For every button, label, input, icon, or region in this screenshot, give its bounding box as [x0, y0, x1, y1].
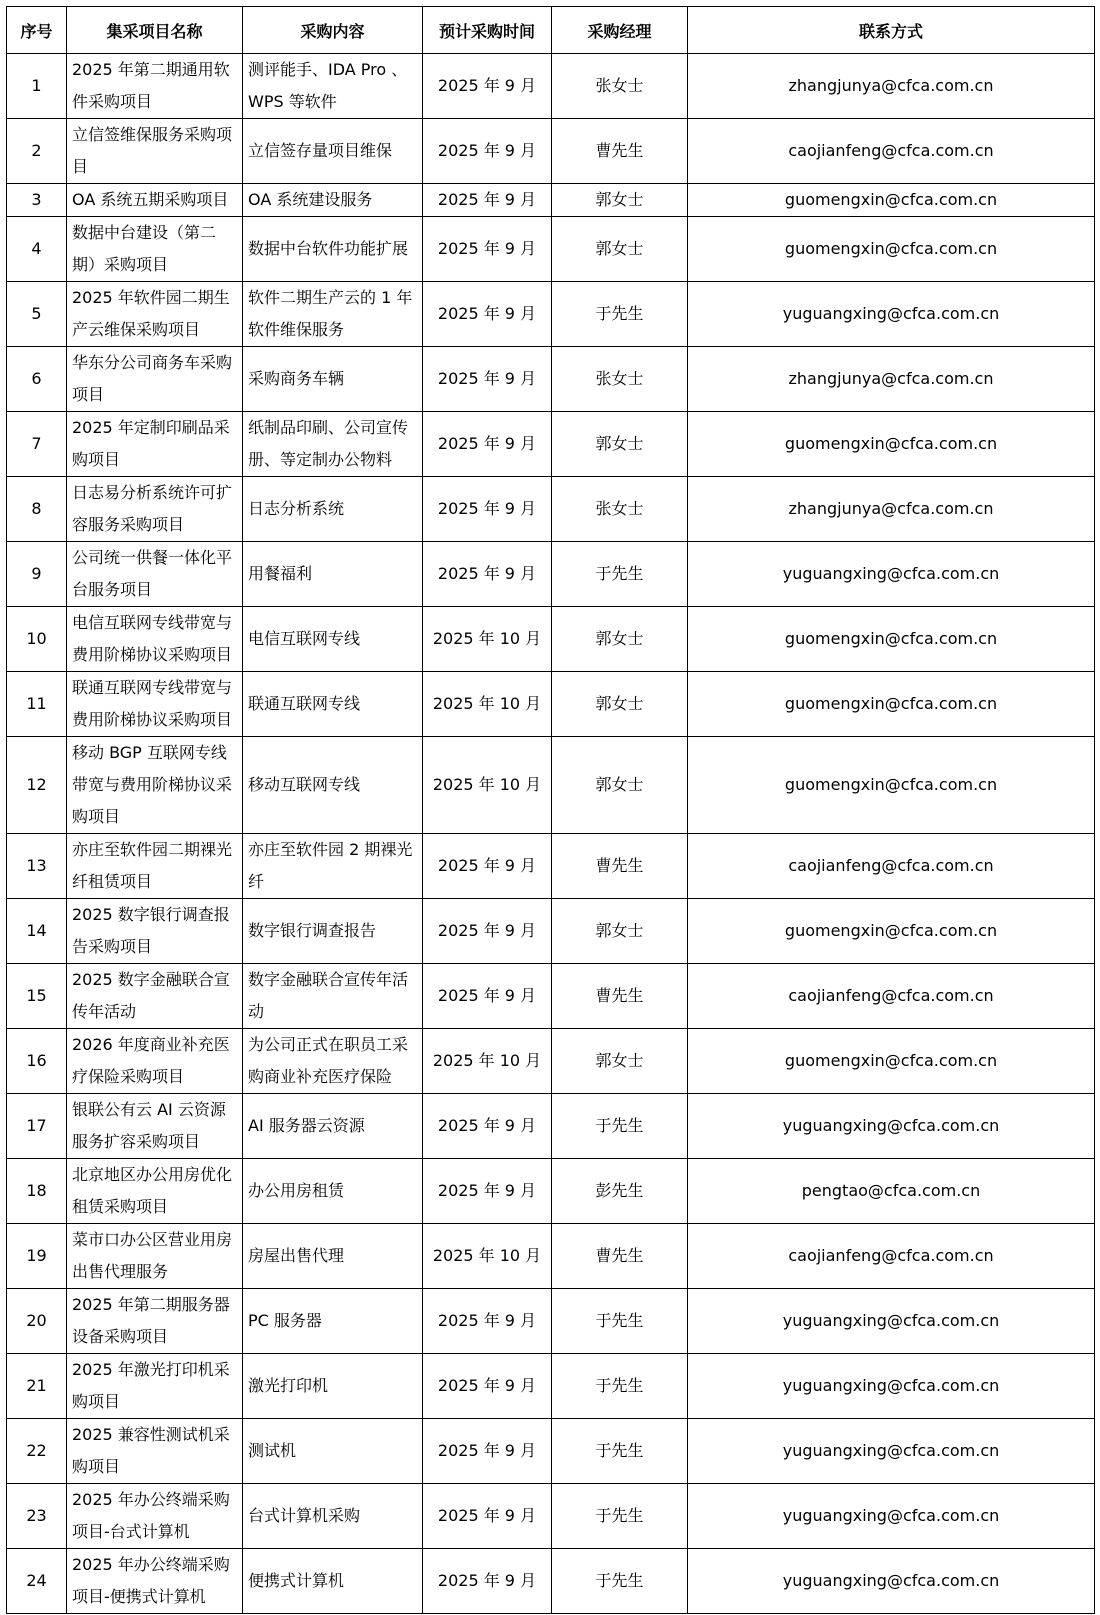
manager-cell: 郭女士	[552, 184, 688, 217]
header-project-name: 集采项目名称	[67, 7, 243, 54]
procurement-table-container	[6, 6, 1094, 1614]
procurement-time-cell: 2025 年 9 月	[423, 54, 552, 119]
row-number: 12	[7, 737, 67, 834]
table-row	[7, 1419, 1095, 1484]
row-number: 19	[7, 1224, 67, 1289]
procurement-time-cell: 2025 年 9 月	[423, 282, 552, 347]
contact-email-cell: yuguangxing@cfca.com.cn	[688, 1419, 1095, 1484]
procurement-time-cell: 2025 年 9 月	[423, 412, 552, 477]
contact-email-cell: pengtao@cfca.com.cn	[688, 1159, 1095, 1224]
contact-email-cell: caojianfeng@cfca.com.cn	[688, 834, 1095, 899]
manager-cell: 于先生	[552, 1289, 688, 1354]
table-row	[7, 1354, 1095, 1419]
procurement-content-cell: OA 系统建设服务	[243, 184, 423, 217]
procurement-content-cell: 移动互联网专线	[243, 737, 423, 834]
project-name-cell: 2025 数字银行调查报告采购项目	[67, 899, 243, 964]
manager-cell: 郭女士	[552, 1029, 688, 1094]
row-number: 3	[7, 184, 67, 217]
procurement-content-cell: 办公用房租赁	[243, 1159, 423, 1224]
contact-email-cell: guomengxin@cfca.com.cn	[688, 672, 1095, 737]
procurement-content-cell: 房屋出售代理	[243, 1224, 423, 1289]
row-number: 9	[7, 542, 67, 607]
manager-cell: 曹先生	[552, 119, 688, 184]
procurement-time-cell: 2025 年 10 月	[423, 737, 552, 834]
procurement-content-cell: 纸制品印刷、公司宣传册、等定制办公物料	[243, 412, 423, 477]
contact-email-cell: guomengxin@cfca.com.cn	[688, 1029, 1095, 1094]
contact-email-cell: yuguangxing@cfca.com.cn	[688, 1484, 1095, 1549]
contact-email-cell: yuguangxing@cfca.com.cn	[688, 282, 1095, 347]
manager-cell: 于先生	[552, 1419, 688, 1484]
procurement-time-cell: 2025 年 9 月	[423, 1549, 552, 1614]
manager-cell: 郭女士	[552, 672, 688, 737]
procurement-content-cell: 联通互联网专线	[243, 672, 423, 737]
manager-cell: 于先生	[552, 1354, 688, 1419]
contact-email-cell: zhangjunya@cfca.com.cn	[688, 347, 1095, 412]
header-time: 预计采购时间	[423, 7, 552, 54]
row-number: 8	[7, 477, 67, 542]
manager-cell: 郭女士	[552, 217, 688, 282]
project-name-cell: 2025 年激光打印机采购项目	[67, 1354, 243, 1419]
contact-email-cell: caojianfeng@cfca.com.cn	[688, 1224, 1095, 1289]
row-number: 7	[7, 412, 67, 477]
procurement-time-cell: 2025 年 9 月	[423, 217, 552, 282]
contact-email-cell: yuguangxing@cfca.com.cn	[688, 1289, 1095, 1354]
table-row	[7, 412, 1095, 477]
contact-email-cell: yuguangxing@cfca.com.cn	[688, 542, 1095, 607]
procurement-time-cell: 2025 年 9 月	[423, 184, 552, 217]
row-number: 5	[7, 282, 67, 347]
contact-email-cell: caojianfeng@cfca.com.cn	[688, 119, 1095, 184]
contact-email-cell: yuguangxing@cfca.com.cn	[688, 1549, 1095, 1614]
procurement-time-cell: 2025 年 10 月	[423, 607, 552, 672]
manager-cell: 于先生	[552, 282, 688, 347]
project-name-cell: 电信互联网专线带宽与费用阶梯协议采购项目	[67, 607, 243, 672]
row-number: 16	[7, 1029, 67, 1094]
project-name-cell: 日志易分析系统许可扩容服务采购项目	[67, 477, 243, 542]
procurement-time-cell: 2025 年 9 月	[423, 834, 552, 899]
manager-cell: 于先生	[552, 1094, 688, 1159]
procurement-time-cell: 2025 年 9 月	[423, 477, 552, 542]
table-row	[7, 1159, 1095, 1224]
project-name-cell: 菜市口办公区营业用房出售代理服务	[67, 1224, 243, 1289]
procurement-content-cell: 亦庄至软件园 2 期裸光纤	[243, 834, 423, 899]
table-row	[7, 119, 1095, 184]
contact-email-cell: guomengxin@cfca.com.cn	[688, 412, 1095, 477]
row-number: 4	[7, 217, 67, 282]
procurement-time-cell: 2025 年 10 月	[423, 1224, 552, 1289]
manager-cell: 曹先生	[552, 834, 688, 899]
row-number: 14	[7, 899, 67, 964]
contact-email-cell: guomengxin@cfca.com.cn	[688, 607, 1095, 672]
manager-cell: 郭女士	[552, 412, 688, 477]
procurement-content-cell: 数字银行调查报告	[243, 899, 423, 964]
manager-cell: 于先生	[552, 1484, 688, 1549]
contact-email-cell: yuguangxing@cfca.com.cn	[688, 1094, 1095, 1159]
manager-cell: 张女士	[552, 477, 688, 542]
project-name-cell: OA 系统五期采购项目	[67, 184, 243, 217]
procurement-time-cell: 2025 年 9 月	[423, 347, 552, 412]
row-number: 24	[7, 1549, 67, 1614]
table-row	[7, 607, 1095, 672]
project-name-cell: 2026 年度商业补充医疗保险采购项目	[67, 1029, 243, 1094]
procurement-content-cell: 软件二期生产云的 1 年软件维保服务	[243, 282, 423, 347]
project-name-cell: 公司统一供餐一体化平台服务项目	[67, 542, 243, 607]
header-manager: 采购经理	[552, 7, 688, 54]
procurement-content-cell: 便携式计算机	[243, 1549, 423, 1614]
row-number: 10	[7, 607, 67, 672]
table-row	[7, 1224, 1095, 1289]
row-number: 23	[7, 1484, 67, 1549]
row-number: 1	[7, 54, 67, 119]
procurement-time-cell: 2025 年 10 月	[423, 1029, 552, 1094]
project-name-cell: 2025 年定制印刷品采购项目	[67, 412, 243, 477]
manager-cell: 于先生	[552, 1549, 688, 1614]
manager-cell: 曹先生	[552, 1224, 688, 1289]
project-name-cell: 联通互联网专线带宽与费用阶梯协议采购项目	[67, 672, 243, 737]
project-name-cell: 立信签维保服务采购项目	[67, 119, 243, 184]
procurement-time-cell: 2025 年 9 月	[423, 1419, 552, 1484]
project-name-cell: 2025 数字金融联合宣传年活动	[67, 964, 243, 1029]
procurement-time-cell: 2025 年 9 月	[423, 964, 552, 1029]
row-number: 17	[7, 1094, 67, 1159]
table-row	[7, 217, 1095, 282]
row-number: 6	[7, 347, 67, 412]
procurement-time-cell: 2025 年 9 月	[423, 542, 552, 607]
contact-email-cell: yuguangxing@cfca.com.cn	[688, 1354, 1095, 1419]
procurement-content-cell: PC 服务器	[243, 1289, 423, 1354]
contact-email-cell: caojianfeng@cfca.com.cn	[688, 964, 1095, 1029]
manager-cell: 曹先生	[552, 964, 688, 1029]
project-name-cell: 银联公有云 AI 云资源服务扩容采购项目	[67, 1094, 243, 1159]
project-name-cell: 2025 年办公终端采购项目-台式计算机	[67, 1484, 243, 1549]
row-number: 11	[7, 672, 67, 737]
manager-cell: 张女士	[552, 54, 688, 119]
procurement-content-cell: 数字金融联合宣传年活动	[243, 964, 423, 1029]
row-number: 20	[7, 1289, 67, 1354]
row-number: 13	[7, 834, 67, 899]
procurement-content-cell: 电信互联网专线	[243, 607, 423, 672]
header-content: 采购内容	[243, 7, 423, 54]
project-name-cell: 华东分公司商务车采购项目	[67, 347, 243, 412]
procurement-content-cell: 测试机	[243, 1419, 423, 1484]
procurement-content-cell: 激光打印机	[243, 1354, 423, 1419]
procurement-time-cell: 2025 年 9 月	[423, 1289, 552, 1354]
project-name-cell: 移动 BGP 互联网专线带宽与费用阶梯协议采购项目	[67, 737, 243, 834]
procurement-content-cell: 台式计算机采购	[243, 1484, 423, 1549]
row-number: 2	[7, 119, 67, 184]
procurement-time-cell: 2025 年 9 月	[423, 119, 552, 184]
manager-cell: 郭女士	[552, 607, 688, 672]
table-body	[7, 54, 1095, 1614]
procurement-content-cell: 立信签存量项目维保	[243, 119, 423, 184]
project-name-cell: 数据中台建设（第二期）采购项目	[67, 217, 243, 282]
manager-cell: 张女士	[552, 347, 688, 412]
table-row	[7, 282, 1095, 347]
procurement-content-cell: AI 服务器云资源	[243, 1094, 423, 1159]
procurement-time-cell: 2025 年 9 月	[423, 899, 552, 964]
contact-email-cell: zhangjunya@cfca.com.cn	[688, 54, 1095, 119]
table-row	[7, 1289, 1095, 1354]
row-number: 21	[7, 1354, 67, 1419]
row-number: 18	[7, 1159, 67, 1224]
procurement-time-cell: 2025 年 9 月	[423, 1484, 552, 1549]
procurement-time-cell: 2025 年 10 月	[423, 672, 552, 737]
header-contact: 联系方式	[688, 7, 1095, 54]
header-no: 序号	[7, 7, 67, 54]
table-row	[7, 1549, 1095, 1614]
project-name-cell: 2025 年办公终端采购项目-便携式计算机	[67, 1549, 243, 1614]
table-row	[7, 964, 1095, 1029]
table-row	[7, 737, 1095, 834]
manager-cell: 彭先生	[552, 1159, 688, 1224]
procurement-time-cell: 2025 年 9 月	[423, 1094, 552, 1159]
procurement-time-cell: 2025 年 9 月	[423, 1159, 552, 1224]
table-row	[7, 347, 1095, 412]
table-row	[7, 899, 1095, 964]
procurement-time-cell: 2025 年 9 月	[423, 1354, 552, 1419]
project-name-cell: 2025 兼容性测试机采购项目	[67, 1419, 243, 1484]
contact-email-cell: guomengxin@cfca.com.cn	[688, 184, 1095, 217]
table-row	[7, 672, 1095, 737]
project-name-cell: 亦庄至软件园二期裸光纤租赁项目	[67, 834, 243, 899]
table-row	[7, 477, 1095, 542]
row-number: 15	[7, 964, 67, 1029]
contact-email-cell: guomengxin@cfca.com.cn	[688, 899, 1095, 964]
table-row	[7, 54, 1095, 119]
table-row	[7, 1094, 1095, 1159]
project-name-cell: 2025 年第二期服务器设备采购项目	[67, 1289, 243, 1354]
table-row	[7, 542, 1095, 607]
project-name-cell: 2025 年软件园二期生产云维保采购项目	[67, 282, 243, 347]
procurement-content-cell: 日志分析系统	[243, 477, 423, 542]
manager-cell: 郭女士	[552, 737, 688, 834]
contact-email-cell: zhangjunya@cfca.com.cn	[688, 477, 1095, 542]
procurement-content-cell: 用餐福利	[243, 542, 423, 607]
procurement-content-cell: 测评能手、IDA Pro 、WPS 等软件	[243, 54, 423, 119]
table-row	[7, 184, 1095, 217]
project-name-cell: 2025 年第二期通用软件采购项目	[67, 54, 243, 119]
table-row	[7, 834, 1095, 899]
row-number: 22	[7, 1419, 67, 1484]
procurement-content-cell: 为公司正式在职员工采购商业补充医疗保险	[243, 1029, 423, 1094]
contact-email-cell: guomengxin@cfca.com.cn	[688, 217, 1095, 282]
procurement-table	[6, 6, 1095, 1614]
table-row	[7, 1029, 1095, 1094]
table-row	[7, 1484, 1095, 1549]
project-name-cell: 北京地区办公用房优化租赁采购项目	[67, 1159, 243, 1224]
procurement-content-cell: 数据中台软件功能扩展	[243, 217, 423, 282]
manager-cell: 郭女士	[552, 899, 688, 964]
manager-cell: 于先生	[552, 542, 688, 607]
contact-email-cell: guomengxin@cfca.com.cn	[688, 737, 1095, 834]
procurement-content-cell: 采购商务车辆	[243, 347, 423, 412]
table-header-row	[7, 7, 1095, 54]
